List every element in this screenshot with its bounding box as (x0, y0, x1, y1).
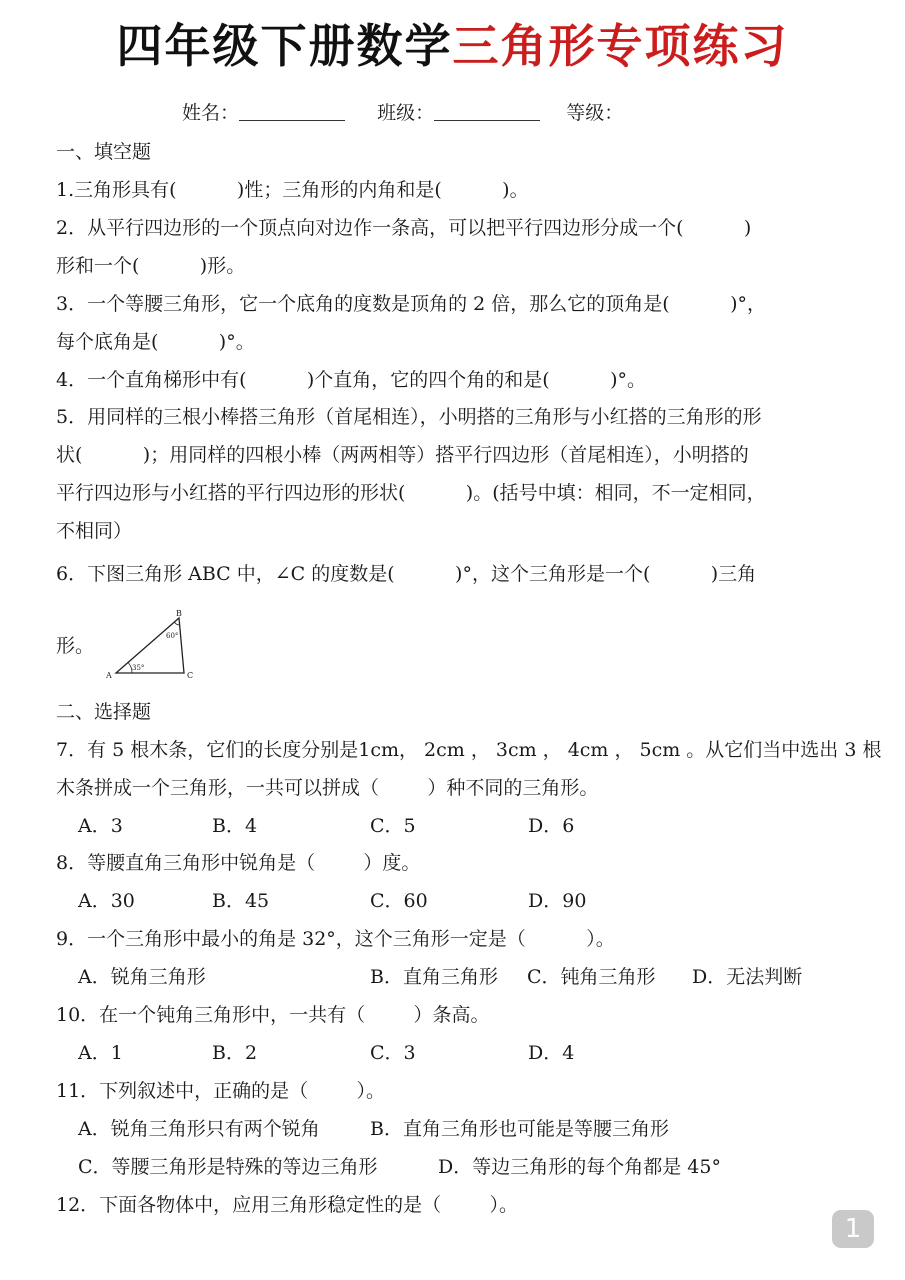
q7-option-a[interactable]: A．3 (78, 815, 123, 837)
name-label: 姓名： (182, 102, 240, 124)
name-blank[interactable] (239, 102, 345, 121)
section-multiple-choice: 二、选择题 (56, 701, 152, 723)
student-info (182, 100, 623, 126)
q9-option-b[interactable]: B．直角三角形 (370, 966, 498, 988)
q9-option-a[interactable]: A．锐角三角形 (78, 966, 206, 988)
q11-option-c[interactable]: C．等腰三角形是特殊的等边三角形 (78, 1156, 378, 1178)
question-2-line2: 形和一个( )形。 (56, 255, 246, 277)
angle-b-label: 60° (166, 632, 179, 640)
question-5-line1: 5．用同样的三根小棒搭三角形（首尾相连），小明搭的三角形与小红搭的三角形的形 (56, 406, 762, 428)
question-12: 12．下面各物体中，应用三角形稳定性的是（ ）。 (56, 1194, 518, 1216)
q9-option-c[interactable]: C．钝角三角形 (527, 966, 656, 988)
q10-option-d[interactable]: D．4 (528, 1042, 575, 1064)
q11-option-a[interactable]: A．锐角三角形只有两个锐角 (78, 1118, 320, 1140)
q8-option-a[interactable]: A．30 (78, 890, 135, 912)
triangle-abc-figure (104, 606, 196, 682)
question-5-line2: 状( )；用同样的四根小棒（两两相等）搭平行四边形（首尾相连），小明搭的 (56, 444, 749, 466)
question-11: 11．下列叙述中，正确的是（ ）。 (56, 1080, 385, 1102)
question-5-line4: 不相同） (56, 520, 133, 542)
q7-option-d[interactable]: D．6 (528, 815, 575, 837)
q8-option-d[interactable]: D．90 (528, 890, 587, 912)
question-9: 9．一个三角形中最小的角是 32°，这个三角形一定是（ ）。 (56, 928, 615, 950)
question-7-line2: 木条拼成一个三角形，一共可以拼成（ ）种不同的三角形。 (56, 777, 599, 799)
vertex-c-label: C (187, 671, 194, 680)
q8-option-c[interactable]: C．60 (370, 890, 428, 912)
title-part1: 四年级下册数学 (116, 19, 453, 73)
q10-option-a[interactable]: A．1 (78, 1042, 123, 1064)
question-8: 8．等腰直角三角形中锐角是（ ）度。 (56, 852, 421, 874)
q10-option-b[interactable]: B．2 (212, 1042, 258, 1064)
question-6-line1: 6．下图三角形 ABC 中，∠C 的度数是( )°，这个三角形是一个( )三角 (56, 563, 757, 585)
angle-a-label: 35° (132, 664, 145, 672)
q7-option-b[interactable]: B．4 (212, 815, 258, 837)
question-7-line1: 7．有 5 根木条，它们的长度分别是1cm， 2cm ， 3cm ， 4cm ， 5cm 。从它们当中选出 3 根 (56, 739, 882, 761)
page-title (0, 18, 905, 74)
question-3-line1: 3．一个等腰三角形，它一个底角的度数是顶角的 2 倍，那么它的顶角是( )°， (56, 293, 766, 315)
page-number-badge[interactable]: 1 (832, 1210, 874, 1248)
class-label: 班级： (377, 102, 435, 124)
grade-label: 等级： (566, 102, 624, 124)
question-2-line1: 2．从平行四边形的一个顶点向对边作一条高，可以把平行四边形分成一个( ) (56, 217, 752, 239)
section-fill-in: 一、填空题 (56, 141, 152, 163)
question-5-line3: 平行四边形与小红搭的平行四边形的形状( )。(括号中填：相同，不一定相同， (56, 482, 766, 504)
q7-option-c[interactable]: C．5 (370, 815, 416, 837)
q11-option-d[interactable]: D．等边三角形的每个角都是 45° (438, 1156, 721, 1178)
title-part2: 三角形专项练习 (452, 19, 789, 73)
question-4: 4．一个直角梯形中有( )个直角，它的四个角的和是( )°。 (56, 369, 647, 391)
q9-option-d[interactable]: D．无法判断 (692, 966, 803, 988)
q8-option-b[interactable]: B．45 (212, 890, 270, 912)
q11-option-b[interactable]: B．直角三角形也可能是等腰三角形 (370, 1118, 669, 1140)
question-6-line2: 形。 (56, 635, 95, 657)
vertex-b-label: B (176, 609, 182, 618)
question-1: 1.三角形具有( )性；三角形的内角和是( )。 (56, 179, 529, 201)
question-10: 10．在一个钝角三角形中，一共有（ ）条高。 (56, 1004, 490, 1026)
q10-option-c[interactable]: C．3 (370, 1042, 416, 1064)
class-blank[interactable] (434, 102, 540, 121)
vertex-a-label: A (106, 671, 112, 680)
question-3-line2: 每个底角是( )°。 (56, 331, 255, 353)
